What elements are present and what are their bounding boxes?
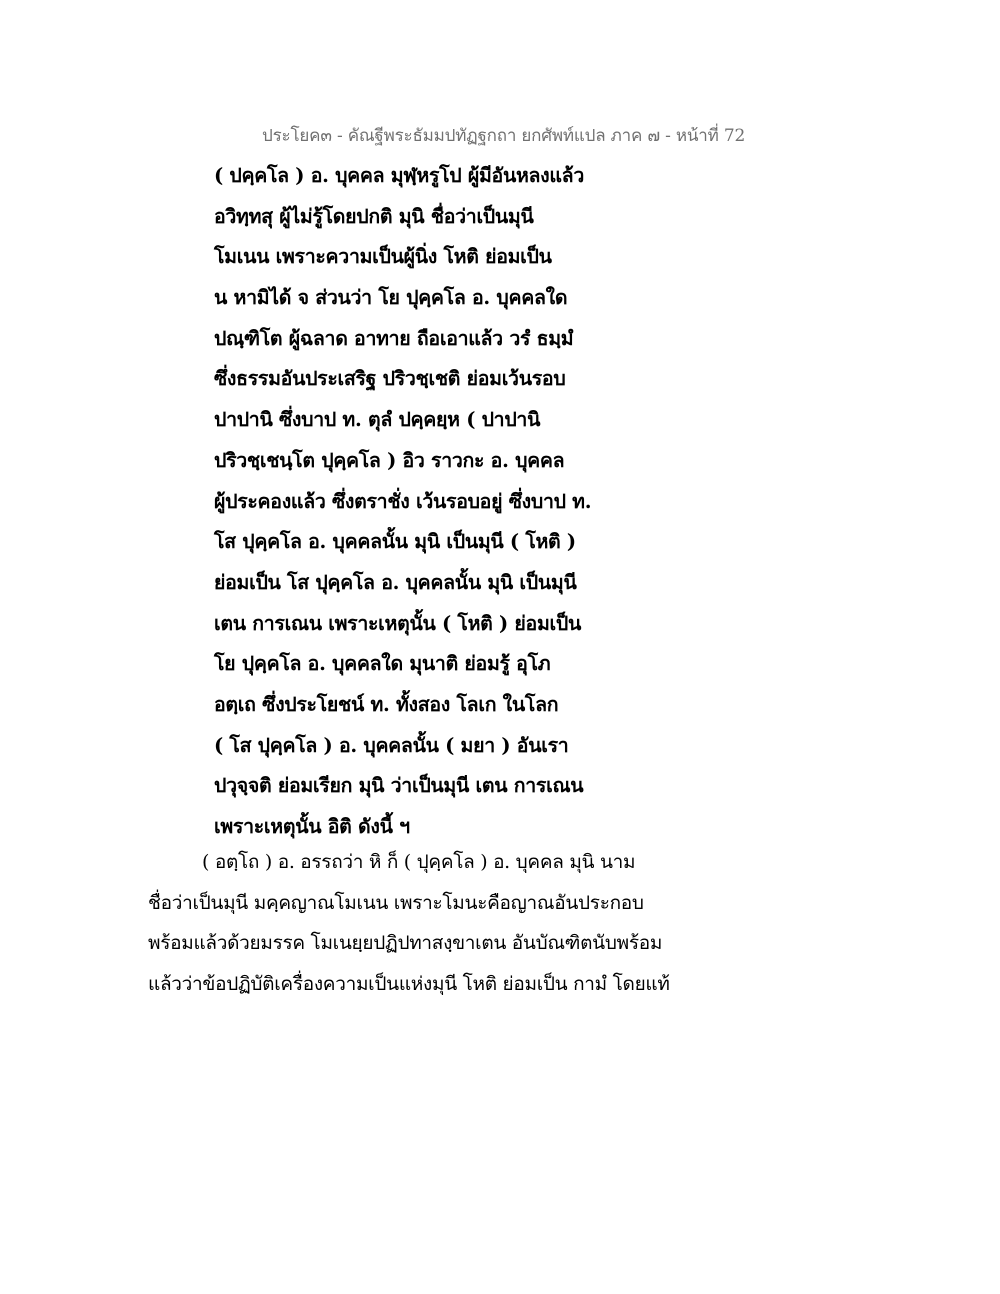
commentary-line: ชื่อว่าเป็นมุนี มคฺคญาณโมเนน เพราะโมนะคือญาณอันประกอบ xyxy=(148,891,644,914)
verse-block xyxy=(214,156,634,848)
commentary-line: แล้วว่าข้อปฏิบัติเครื่องความเป็นแห่งมุนี โหติ ย่อมเป็น กามํ โดยแท้ xyxy=(148,972,670,995)
verse-line: โย ปุคฺคโล อ. บุคคลใด มุนาติ ย่อมรู้ อุโภ xyxy=(214,652,551,676)
verse-line: โมเนน เพราะความเป็นผู้นิ่ง โหติ ย่อมเป็น xyxy=(214,245,552,269)
verse-line: ย่อมเป็น โส ปุคฺคโล อ. บุคคลนั้น มุนิ เป็นมุนี xyxy=(214,570,577,594)
verse-line: ( ปคฺคโล ) อ. บุคคล มุฬฺหรูโป ผู้มีอันหลงแล้ว xyxy=(214,164,584,187)
commentary-line: ( อตฺโถ ) อ. อรรถว่า หิ ก็ ( ปุคฺคโล ) อ. บุคคล มุนิ นาม xyxy=(202,851,636,873)
running-header: ประโยค๓ - คัณฐีพระธัมมปทัฏฐกถา ยกศัพท์แปล ภาค ๗ - หน้าที่ 72 xyxy=(262,126,746,146)
verse-line: ปวุจฺจติ ย่อมเรียก มุนิ ว่าเป็นมุนี เตน การเณน xyxy=(214,774,584,798)
verse-line: เตน การเณน เพราะเหตุนั้น ( โหติ ) ย่อมเป็น xyxy=(214,611,581,635)
commentary-paragraph xyxy=(148,842,708,1004)
verse-line: ปณฺฑิโต ผู้ฉลาด อาทาย ถือเอาแล้ว วรํ ธมฺมํ xyxy=(214,326,574,350)
verse-line: ผู้ประคองแล้ว ซึ่งตราชั่ง เว้นรอบอยู่ ซึ่งบาป ท. xyxy=(214,489,592,513)
verse-line: อวิทฺทสุ ผู้ไม่รู้โดยปกติ มุนิ ชื่อว่าเป็นมุนี xyxy=(214,204,534,228)
verse-line: ปาปานิ ซึ่งบาป ท. ตุลํ ปคฺคยฺห ( ปาปานิ xyxy=(214,408,541,432)
verse-line: น หามิได้ จ ส่วนว่า โย ปุคฺคโล อ. บุคคลใด xyxy=(214,286,568,310)
verse-line: ซึ่งธรรมอันประเสริฐ ปริวชฺเชติ ย่อมเว้นรอบ xyxy=(214,367,566,391)
verse-line: ( โส ปุคฺคโล ) อ. บุคคลนั้น ( มยา ) อันเรา xyxy=(214,733,569,757)
verse-line: ปริวชฺเชนฺโต ปุคฺคโล ) อิว ราวกะ อ. บุคคล xyxy=(214,448,565,472)
verse-line: อตฺเถ ซึ่งประโยชน์ ท. ทั้งสอง โลเก ในโลก xyxy=(214,692,559,716)
verse-line: เพราะเหตุนั้น อิติ ดังนี้ ฯ xyxy=(214,815,410,838)
commentary-line: พร้อมแล้วด้วยมรรค โมเนยฺยปฏิปทาสงฺขาเตน อันบัณฑิตนับพร้อม xyxy=(148,932,663,954)
verse-line: โส ปุคฺคโล อ. บุคคลนั้น มุนิ เป็นมุนี ( โหติ ) xyxy=(214,530,576,554)
